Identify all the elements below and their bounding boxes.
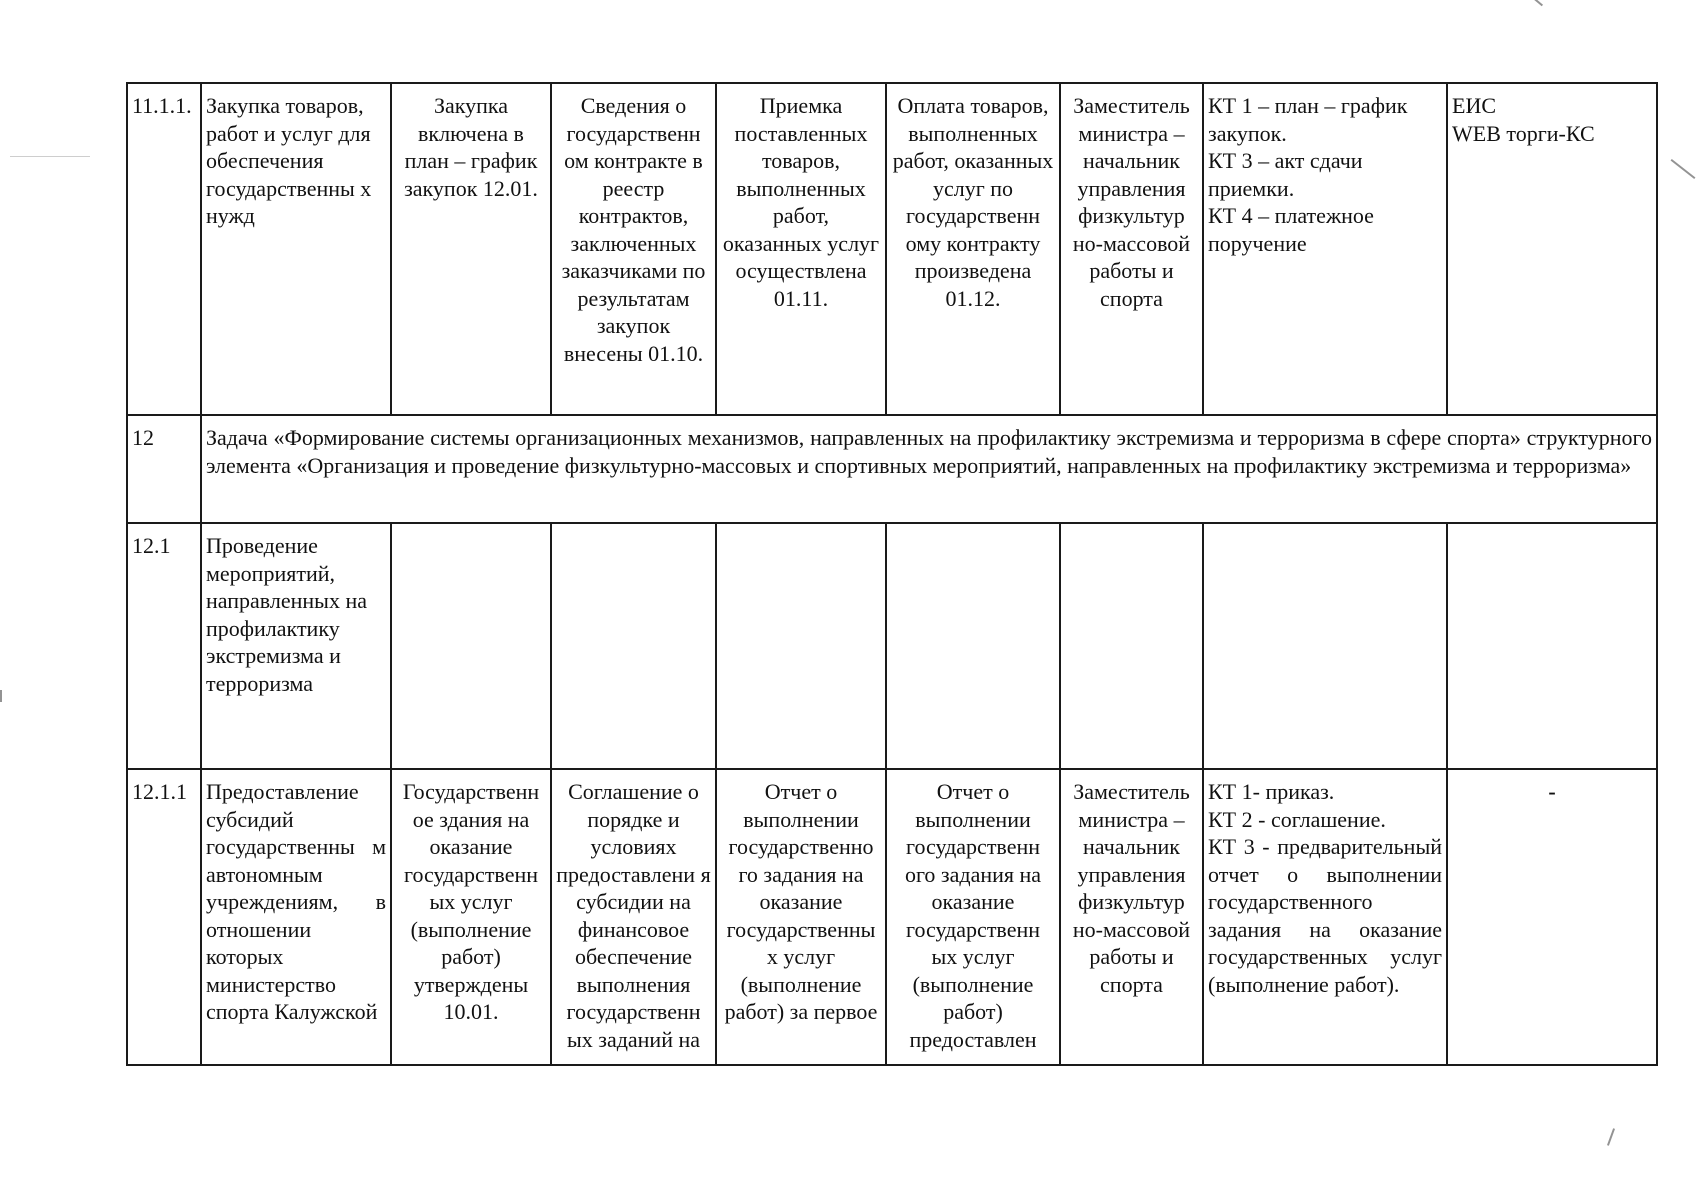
scan-artifact bbox=[1607, 1128, 1615, 1146]
table-row bbox=[127, 415, 1657, 523]
control-event-3: Отчет о выполнении государственно го задания на оказание государственны х услуг (выполнение работ) за первое bbox=[716, 769, 886, 1065]
empty-cell bbox=[1447, 523, 1657, 769]
empty-cell bbox=[1060, 523, 1203, 769]
control-points: КТ 1- приказ. КТ 2 - соглашение. КТ 3 - предварительный отчет о выполнении государственного задания на оказание государственных услуг (выполнение работ). bbox=[1203, 769, 1447, 1065]
control-event-1: Государственн ое здания на оказание государственн ых услуг (выполнение работ) утверждены 10.01. bbox=[391, 769, 551, 1065]
control-event-4: Оплата товаров, выполненных работ, оказанных услуг по государственн ому контракту произведена 01.12. bbox=[886, 83, 1060, 415]
activity-name: Проведение мероприятий, направленных на профилактику экстремизма и терроризма bbox=[201, 523, 391, 769]
control-event-2: Соглашение о порядке и условиях предоставлени я субсидии на финансовое обеспечение выполнения государственн ых заданий на bbox=[551, 769, 716, 1065]
empty-cell bbox=[716, 523, 886, 769]
responsible-person: Заместитель министра – начальник управления физкультур но-массовой работы и спорта bbox=[1060, 769, 1203, 1065]
activity-name: Предоставление субсидий государственны м автономным учреждениям, в отношении которых министерство спорта Калужской bbox=[201, 769, 391, 1065]
control-event-3: Приемка поставленных товаров, выполненных работ, оказанных услуг осуществлена 01.11. bbox=[716, 83, 886, 415]
scan-artifact bbox=[1671, 159, 1696, 179]
responsible-person: Заместитель министра – начальник управления физкультур но-массовой работы и спорта bbox=[1060, 83, 1203, 415]
empty-cell bbox=[1203, 523, 1447, 769]
information-system bbox=[1447, 769, 1657, 1065]
row-number: 11.1.1. bbox=[127, 83, 201, 415]
empty-cell bbox=[886, 523, 1060, 769]
plan-table bbox=[126, 82, 1658, 1066]
control-event-4: Отчет о выполнении государственн ого задания на оказание государственн ых услуг (выполнение работ) предоставлен bbox=[886, 769, 1060, 1065]
row-number: 12.1.1 bbox=[127, 769, 201, 1065]
dash-mark: - bbox=[1548, 779, 1556, 804]
control-event-2: Сведения о государственн ом контракте в реестр контрактов, заключенных заказчиками по результатам закупок внесены 01.10. bbox=[551, 83, 716, 415]
row-number: 12 bbox=[127, 415, 201, 523]
control-points: КТ 1 – план – график закупок. КТ 3 – акт сдачи приемки. КТ 4 – платежное поручение bbox=[1203, 83, 1447, 415]
empty-cell bbox=[551, 523, 716, 769]
scan-artifact bbox=[10, 156, 90, 157]
table-row bbox=[127, 523, 1657, 769]
empty-cell bbox=[391, 523, 551, 769]
table-row bbox=[127, 83, 1657, 415]
activity-name: Закупка товаров, работ и услуг для обеспечения государственны х нужд bbox=[201, 83, 391, 415]
information-system: ЕИС WEB торги-КС bbox=[1447, 83, 1657, 415]
scan-artifact bbox=[1531, 0, 1543, 6]
task-description: Задача «Формирование системы организационных механизмов, направленных на профилактику экстремизма и терроризма в сфере спорта» структурного элемента «Организация и проведение физкультурно-массовых и спортивных мероприятий, направленных на профилактику экстремизма и терроризма» bbox=[201, 415, 1657, 523]
control-event-1: Закупка включена в план – график закупок 12.01. bbox=[391, 83, 551, 415]
row-number: 12.1 bbox=[127, 523, 201, 769]
scan-artifact bbox=[0, 690, 2, 702]
table-row bbox=[127, 769, 1657, 1065]
